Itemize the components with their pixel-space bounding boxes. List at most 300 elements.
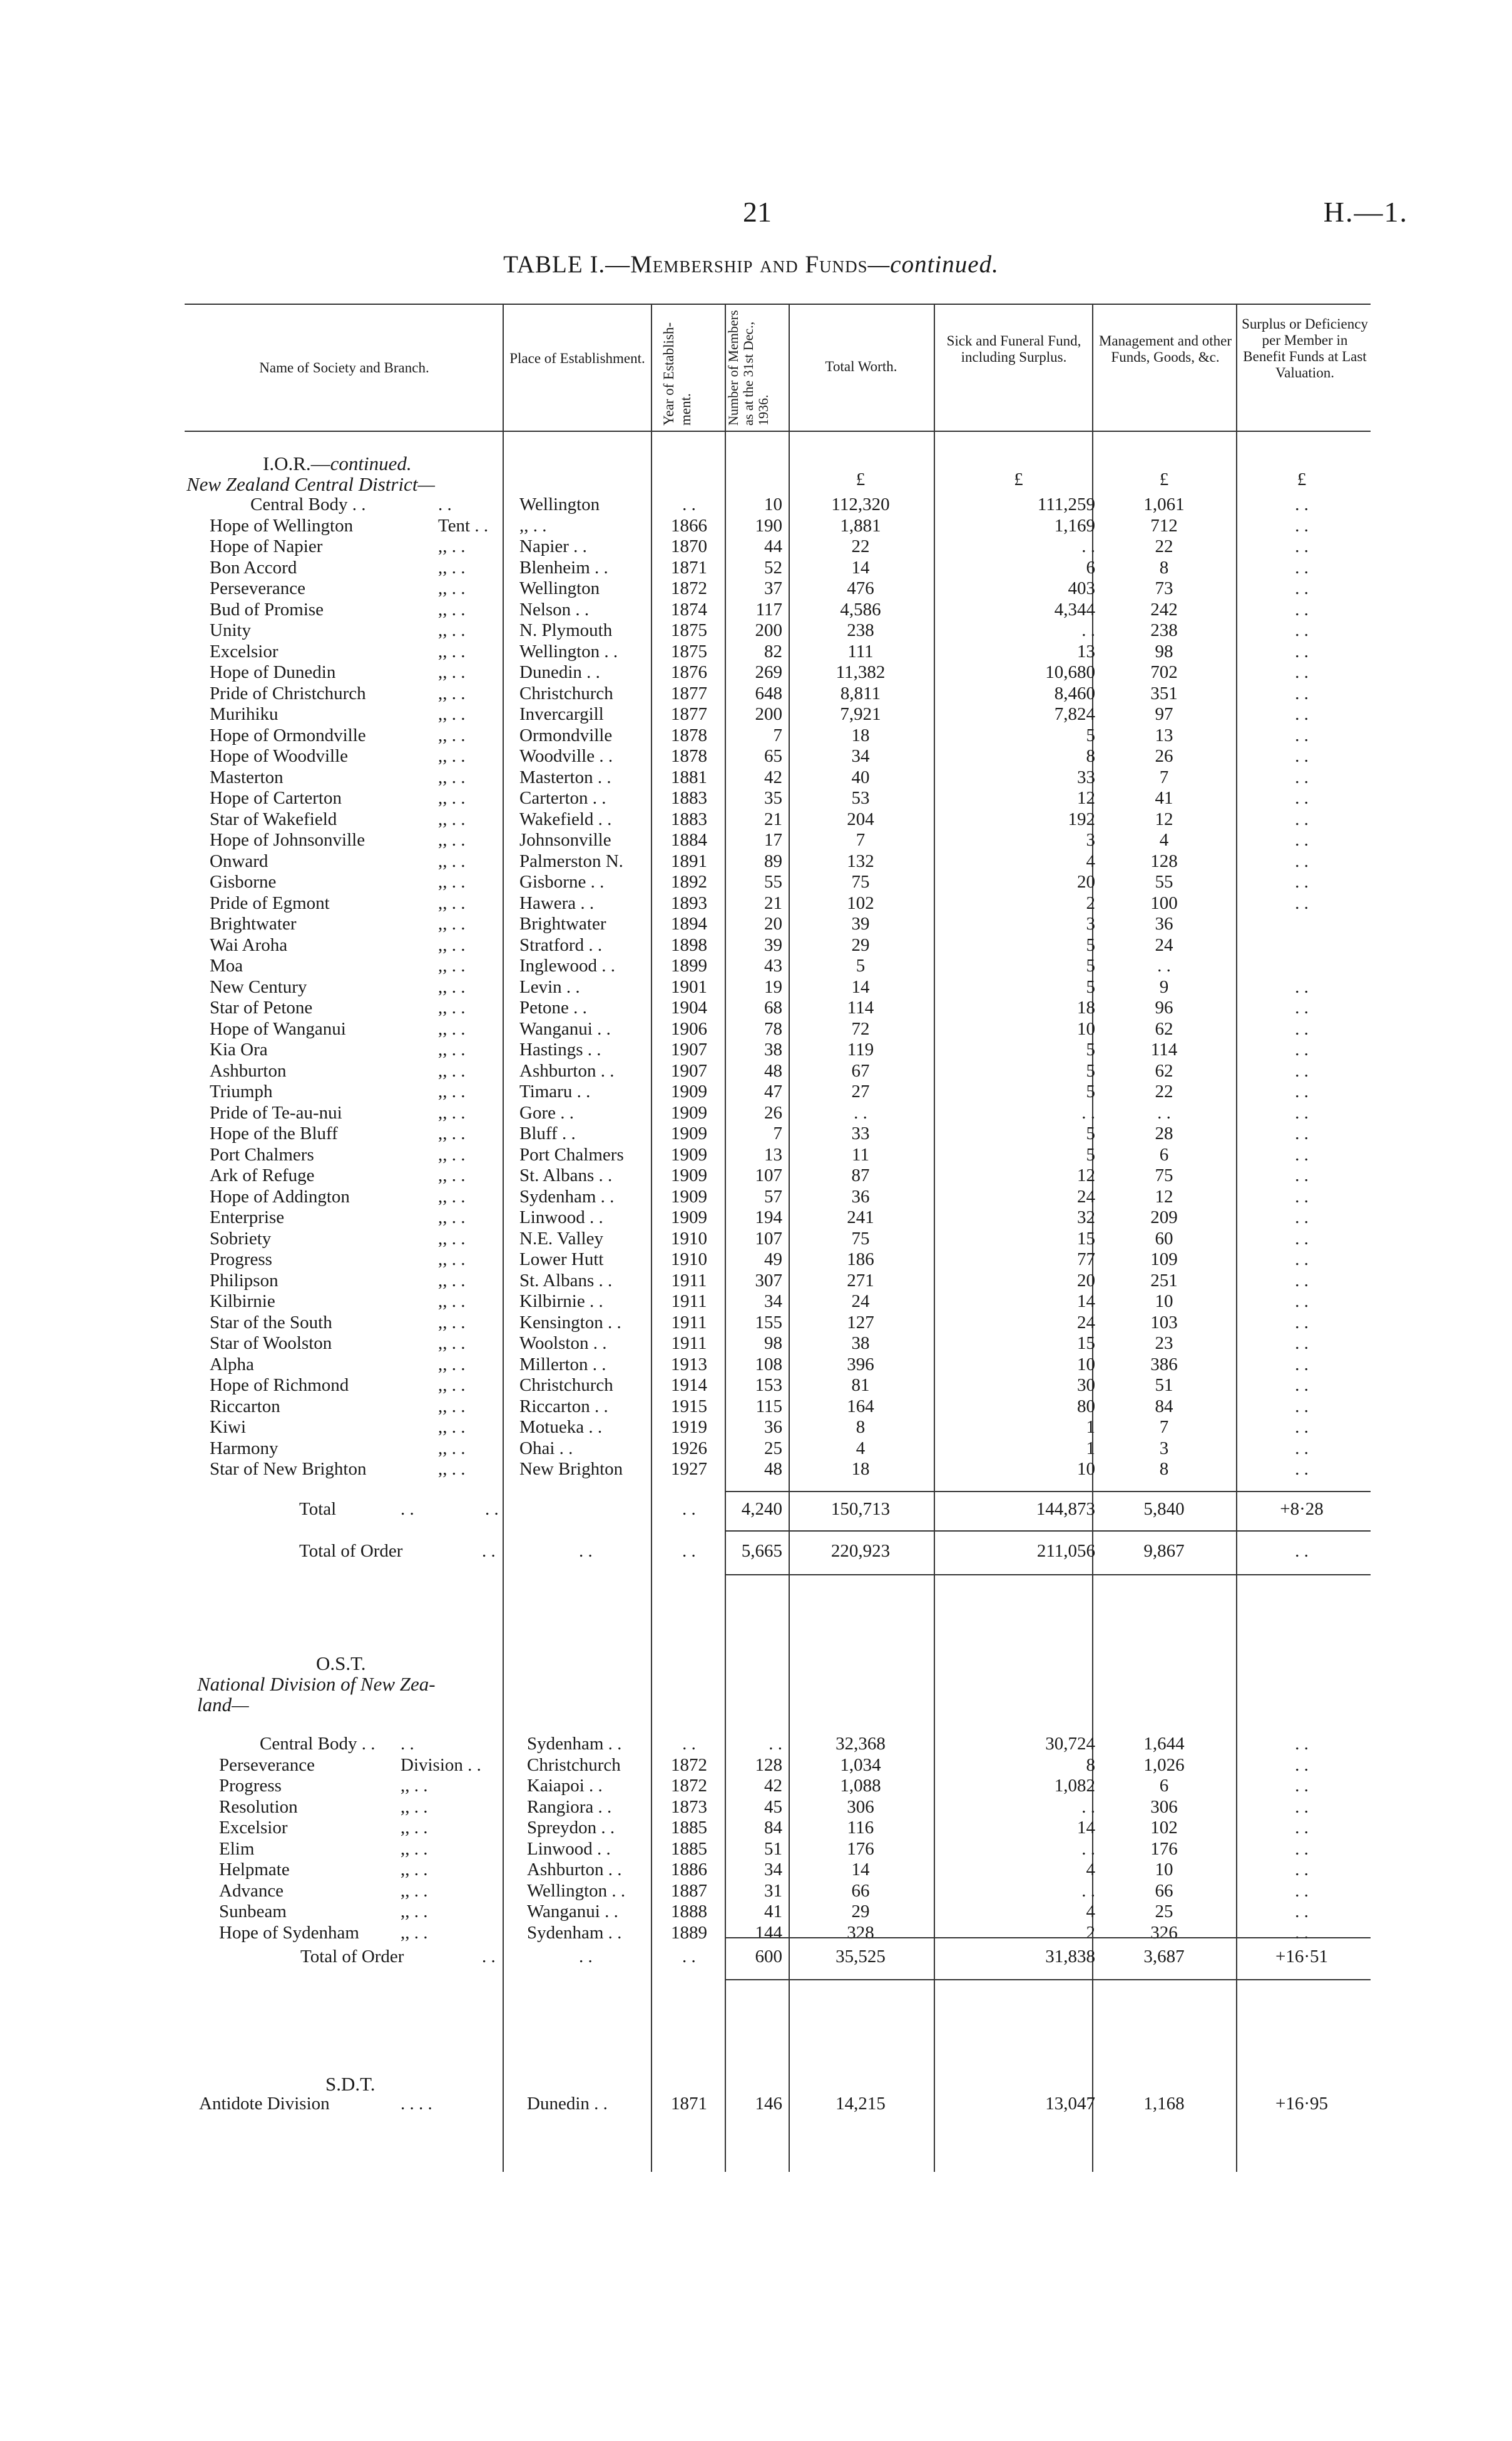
place-of-establishment: Bluff . . [519, 1123, 576, 1144]
branch-name: Kia Ora [210, 1040, 268, 1060]
management-funds: 25 [1155, 1901, 1173, 1922]
sick-funeral-fund: 5 [1086, 956, 1095, 976]
ditto-leader: ,, . . [438, 1144, 466, 1165]
place-of-establishment: ,, . . [519, 515, 547, 536]
member-count: 57 [764, 1186, 782, 1207]
total-worth: 36 [851, 1186, 870, 1207]
total-worth: 132 [847, 851, 874, 871]
sick-funeral-fund: 10,680 [1045, 662, 1095, 682]
branch-name: Pride of Te-au-nui [210, 1102, 342, 1123]
place-of-establishment: Wellington . . [519, 641, 618, 662]
sick-funeral-fund: 5 [1086, 1123, 1095, 1144]
surplus-deficiency: . . [1295, 1333, 1309, 1353]
table-row [0, 1860, 1512, 1880]
management-funds: 7 [1159, 1417, 1169, 1437]
surplus-deficiency: . . [1295, 1754, 1309, 1775]
member-count: 107 [755, 1165, 782, 1185]
sick-funeral-fund: 1 [1086, 1438, 1095, 1458]
table-row [0, 872, 1512, 893]
total-worth: 114 [847, 998, 874, 1018]
sick-funeral-fund: 5 [1086, 1040, 1095, 1060]
year-established: 1881 [671, 767, 707, 787]
year-established: 1872 [671, 578, 707, 598]
sick-funeral-fund: 192 [1068, 809, 1095, 829]
sick-funeral-fund: 5 [1086, 1144, 1095, 1165]
member-count: 155 [755, 1312, 782, 1333]
management-funds: 75 [1155, 1165, 1173, 1185]
total-worth: 34 [851, 746, 870, 766]
year-established: 1870 [671, 536, 707, 556]
sick-funeral-fund: 12 [1077, 1165, 1095, 1185]
member-count: 17 [764, 830, 782, 850]
table-row [0, 998, 1512, 1018]
total-worth: 53 [851, 788, 870, 808]
member-count: 20 [764, 914, 782, 934]
pound-sign-sick: £ [1014, 469, 1023, 489]
branch-name: Star of Woolston [210, 1333, 332, 1353]
sick-funeral-fund: 20 [1077, 872, 1095, 892]
surplus-deficiency: . . [1295, 515, 1309, 536]
total-worth: 4,586 [840, 599, 881, 620]
ditto-leader: ,, . . [438, 1354, 466, 1374]
management-funds: 386 [1150, 1354, 1178, 1374]
member-count: 38 [764, 1040, 782, 1060]
ditto-leader: ,, . . [438, 893, 466, 913]
sdt-place: Dunedin . . [527, 2094, 608, 2114]
sick-funeral-fund: 10 [1077, 1354, 1095, 1374]
total-worth: 38 [851, 1333, 870, 1353]
ditto-leader: ,, . . [438, 662, 466, 682]
branch-name: Kilbirnie [210, 1291, 275, 1311]
management-funds: 97 [1155, 704, 1173, 724]
surplus-deficiency: . . [1295, 1102, 1309, 1123]
ost-order-mgmt: 3,687 [1143, 1947, 1185, 1967]
ditto-leader: ,, . . [438, 956, 466, 976]
surplus-deficiency: . . [1295, 683, 1309, 704]
table-row [0, 767, 1512, 788]
sdt-row [0, 2094, 1512, 2114]
surplus-deficiency: . . [1295, 1082, 1309, 1102]
order-dots-3: . . [682, 1541, 696, 1561]
year-established: 1893 [671, 893, 707, 913]
surplus-deficiency: . . [1295, 1270, 1309, 1291]
surplus-deficiency: . . [1295, 1165, 1309, 1185]
ost-order-sick: 31,838 [1045, 1947, 1095, 1967]
ditto-leader: ,, . . [438, 1333, 466, 1353]
sick-funeral-fund: . . [1081, 1796, 1095, 1817]
management-funds: 23 [1155, 1333, 1173, 1353]
year-established: 1872 [671, 1776, 707, 1796]
ditto-leader: ,, . . [438, 976, 466, 997]
total-worth: 29 [851, 1901, 870, 1922]
year-established: 1911 [671, 1312, 707, 1333]
member-count: 648 [755, 683, 782, 704]
sick-funeral-fund: 111,259 [1037, 494, 1095, 514]
sdt-members: 146 [755, 2094, 782, 2114]
total-dots-3: . . [682, 1499, 696, 1519]
management-funds: 28 [1155, 1123, 1173, 1144]
year-established: 1883 [671, 788, 707, 808]
member-count: 200 [755, 704, 782, 724]
total-worth: 24 [851, 1291, 870, 1311]
total-worth: 75 [851, 1228, 870, 1249]
total-worth: . . [854, 1102, 867, 1123]
branch-name: Hope of Richmond [210, 1375, 349, 1395]
member-count: 7 [773, 1123, 782, 1144]
total-worth: 204 [847, 809, 874, 829]
ditto-leader: ,, . . [438, 578, 466, 598]
year-established: 1871 [671, 557, 707, 578]
year-established: 1919 [671, 1417, 707, 1437]
year-established: 1899 [671, 956, 707, 976]
sick-funeral-fund: 5 [1086, 725, 1095, 745]
place-of-establishment: Wanganui . . [519, 1018, 611, 1039]
sick-funeral-fund: 13 [1077, 641, 1095, 662]
management-funds: 10 [1155, 1860, 1173, 1880]
place-of-establishment: N.E. Valley [519, 1228, 603, 1249]
place-of-establishment: Ashburton . . [527, 1860, 622, 1880]
total-worth: 306 [847, 1796, 874, 1817]
management-funds: 62 [1155, 1060, 1173, 1081]
year-established: 1909 [671, 1207, 707, 1227]
ost-order-row [0, 1947, 1512, 1967]
sick-funeral-fund: 3 [1086, 830, 1095, 850]
branch-name: Perseverance [210, 578, 305, 598]
ditto-leader: ,, . . [401, 1838, 428, 1859]
place-of-establishment: Kaiapoi . . [527, 1776, 603, 1796]
branch-name: Riccarton [210, 1396, 280, 1416]
table-row [0, 516, 1512, 536]
order-mgmt: 9,867 [1143, 1541, 1185, 1561]
sick-funeral-fund: 80 [1077, 1396, 1095, 1416]
year-established: 1874 [671, 599, 707, 620]
surplus-deficiency: . . [1295, 788, 1309, 808]
management-funds: . . [1157, 1102, 1171, 1123]
sick-funeral-fund: 4 [1086, 851, 1095, 871]
place-of-establishment: Ormondville [519, 725, 613, 745]
year-established: 1872 [671, 1754, 707, 1775]
surplus-deficiency: . . [1295, 851, 1309, 871]
member-count: 194 [755, 1207, 782, 1227]
total-worth: 1,881 [840, 515, 881, 536]
member-count: 269 [755, 662, 782, 682]
member-count: 31 [764, 1880, 782, 1901]
ditto-leader: ,, . . [438, 1291, 466, 1311]
branch-name: Sunbeam [219, 1901, 287, 1922]
table-row [0, 935, 1512, 956]
pound-sign-surplus: £ [1297, 469, 1307, 489]
year-established: 1915 [671, 1396, 707, 1416]
ost-total-bottom-rule [725, 1979, 1371, 1980]
surplus-deficiency: . . [1295, 725, 1309, 745]
sick-funeral-fund: 5 [1086, 1082, 1095, 1102]
place-of-establishment: Rangiora . . [527, 1796, 612, 1817]
header-members: Number of Members as at the 31st Dec., 1936. [725, 310, 771, 426]
place-of-establishment: Linwood . . [527, 1838, 611, 1859]
ditto-leader: ,, . . [401, 1776, 428, 1796]
total-bottom-rule [725, 1530, 1371, 1532]
management-funds: 1,026 [1143, 1754, 1185, 1775]
place-of-establishment: St. Albans . . [519, 1270, 613, 1291]
year-established: 1914 [671, 1375, 707, 1395]
management-funds: 712 [1150, 515, 1178, 536]
place-of-establishment: Wellington . . [527, 1880, 626, 1901]
table-row [0, 683, 1512, 704]
total-worth: 66 [851, 1880, 870, 1901]
table-row [0, 809, 1512, 830]
surplus-deficiency: . . [1295, 1018, 1309, 1039]
management-funds: 55 [1155, 872, 1173, 892]
table-row [0, 536, 1512, 557]
ditto-leader: ,, . . [438, 725, 466, 745]
management-funds: 114 [1150, 1040, 1178, 1060]
table-row [0, 578, 1512, 599]
member-count: 43 [764, 956, 782, 976]
place-of-establishment: Petone . . [519, 998, 587, 1018]
management-funds: 6 [1159, 1776, 1169, 1796]
surplus-deficiency: . . [1295, 557, 1309, 578]
year-established: 1892 [671, 872, 707, 892]
total-worth: 116 [847, 1818, 874, 1838]
sick-funeral-fund: 14 [1077, 1818, 1095, 1838]
year-established: 1886 [671, 1860, 707, 1880]
management-funds: 7 [1159, 767, 1169, 787]
surplus-deficiency: . . [1295, 1312, 1309, 1333]
surplus-deficiency: . . [1295, 1734, 1309, 1754]
year-established: 1907 [671, 1040, 707, 1060]
branch-name: Pride of Christchurch [210, 683, 366, 704]
member-count: 47 [764, 1082, 782, 1102]
table-title [313, 250, 1189, 279]
table-row [0, 788, 1512, 809]
sick-funeral-fund: 20 [1077, 1270, 1095, 1291]
management-funds: 84 [1155, 1396, 1173, 1416]
place-of-establishment: Dunedin . . [519, 662, 600, 682]
sick-funeral-fund: 1,169 [1054, 515, 1095, 536]
management-funds: 9 [1159, 976, 1169, 997]
place-of-establishment: Riccarton . . [519, 1396, 608, 1416]
member-count: 26 [764, 1102, 782, 1123]
total-worth: 40 [851, 767, 870, 787]
management-funds: 73 [1155, 578, 1173, 598]
order-surplus: . . [1295, 1541, 1309, 1561]
member-count: 7 [773, 725, 782, 745]
sick-funeral-fund: 12 [1077, 788, 1095, 808]
management-funds: . . [1157, 956, 1171, 976]
member-count: 13 [764, 1144, 782, 1165]
member-count: 190 [755, 515, 782, 536]
branch-name: Hope of Napier [210, 536, 323, 556]
ditto-leader: ,, . . [438, 1396, 466, 1416]
member-count: 107 [755, 1228, 782, 1249]
surplus-deficiency: . . [1295, 1417, 1309, 1437]
year-established: 1927 [671, 1459, 707, 1479]
ditto-leader: . . [401, 1734, 414, 1754]
total-worth: 39 [851, 914, 870, 934]
place-of-establishment: New Brighton [519, 1459, 623, 1479]
year-established: 1898 [671, 934, 707, 955]
surplus-deficiency: . . [1295, 1459, 1309, 1479]
management-funds: 12 [1155, 1186, 1173, 1207]
year-established: 1875 [671, 620, 707, 640]
sick-funeral-fund: 4 [1086, 1860, 1095, 1880]
branch-name: Unity [210, 620, 252, 640]
member-count: 39 [764, 934, 782, 955]
ost-order-members: 600 [755, 1947, 782, 1967]
branch-name: Masterton [210, 767, 284, 787]
place-of-establishment: Sydenham . . [527, 1734, 622, 1754]
table-row [0, 851, 1512, 872]
management-funds: 22 [1155, 536, 1173, 556]
ditto-leader: ,, . . [438, 1249, 466, 1269]
total-dots-2: . . [485, 1499, 499, 1519]
surplus-deficiency: . . [1295, 872, 1309, 892]
table-row [0, 1103, 1512, 1123]
member-count: 52 [764, 557, 782, 578]
sick-funeral-fund: 7,824 [1054, 704, 1095, 724]
branch-name: Ark of Refuge [210, 1165, 315, 1185]
ditto-leader: ,, . . [401, 1796, 428, 1817]
surplus-deficiency: . . [1295, 830, 1309, 850]
table-row [0, 1755, 1512, 1776]
member-count: 115 [755, 1396, 782, 1416]
place-of-establishment: Hawera . . [519, 893, 595, 913]
year-established: 1909 [671, 1123, 707, 1144]
branch-name: Kiwi [210, 1417, 246, 1437]
table-row [0, 1271, 1512, 1291]
year-established: 1878 [671, 746, 707, 766]
sick-funeral-fund: 2 [1086, 893, 1095, 913]
place-of-establishment: Inglewood . . [519, 956, 616, 976]
branch-name: Harmony [210, 1438, 278, 1458]
member-count: 21 [764, 809, 782, 829]
ditto-leader: ,, . . [438, 1438, 466, 1458]
surplus-deficiency: . . [1295, 662, 1309, 682]
place-of-establishment: Christchurch [519, 1375, 613, 1395]
ost-division-1: National Division of New Zea- [197, 1673, 436, 1695]
place-of-establishment: Wellington [519, 494, 600, 514]
surplus-deficiency: . . [1295, 893, 1309, 913]
table-row [0, 1923, 1512, 1943]
branch-name: Central Body . . [250, 494, 366, 514]
management-funds: 102 [1150, 1818, 1178, 1838]
table-row [0, 662, 1512, 683]
header-mgmt: Management and other Funds, Goods, &c. [1098, 333, 1232, 365]
branch-name: Resolution [219, 1796, 298, 1817]
management-funds: 238 [1150, 620, 1178, 640]
branch-name: Alpha [210, 1354, 254, 1374]
management-funds: 702 [1150, 662, 1178, 682]
surplus-deficiency: . . [1295, 1228, 1309, 1249]
surplus-deficiency: . . [1295, 704, 1309, 724]
member-count: 55 [764, 872, 782, 892]
place-of-establishment: Napier . . [519, 536, 587, 556]
table-row [0, 1734, 1512, 1754]
surplus-deficiency: . . [1295, 1901, 1309, 1922]
sick-funeral-fund: 24 [1077, 1186, 1095, 1207]
ditto-leader: ,, . . [438, 1186, 466, 1207]
sdt-heading: S.D.T. [325, 2073, 375, 2095]
place-of-establishment: Hastings . . [519, 1040, 601, 1060]
sick-funeral-fund: 4,344 [1054, 599, 1095, 620]
year-established: 1911 [671, 1291, 707, 1311]
place-of-establishment: Linwood . . [519, 1207, 603, 1227]
branch-name: Hope of Wellington [210, 515, 354, 536]
total-surplus: +8·28 [1280, 1499, 1324, 1519]
total-worth: 476 [847, 578, 874, 598]
header-place: Place of Establishment. [509, 351, 645, 366]
surplus-deficiency: . . [1295, 1880, 1309, 1901]
table-row [0, 1333, 1512, 1354]
total-worth: 87 [851, 1165, 870, 1185]
header-bottom-rule [185, 431, 1371, 432]
place-of-establishment: Lower Hutt [519, 1249, 604, 1269]
total-worth: 127 [847, 1312, 874, 1333]
table-row [0, 1082, 1512, 1102]
place-of-establishment: Carterton . . [519, 788, 606, 808]
sick-funeral-fund: 5 [1086, 934, 1095, 955]
table-row [0, 1901, 1512, 1922]
branch-name: Wai Aroha [210, 934, 288, 955]
total-worth: 14 [851, 1860, 870, 1880]
member-count: 68 [764, 998, 782, 1018]
branch-name: Gisborne [210, 872, 277, 892]
header-sick: Sick and Funeral Fund, including Surplus. [946, 333, 1081, 365]
management-funds: 62 [1155, 1018, 1173, 1039]
surplus-deficiency: . . [1295, 1396, 1309, 1416]
member-count: 82 [764, 641, 782, 662]
sdt-year: 1871 [671, 2094, 707, 2114]
sick-funeral-fund: 2 [1086, 1922, 1095, 1943]
management-funds: 176 [1150, 1838, 1178, 1859]
branch-name: Elim [219, 1838, 255, 1859]
ditto-leader: ,, . . [438, 683, 466, 704]
total-worth: 22 [851, 536, 870, 556]
sick-funeral-fund: 30 [1077, 1375, 1095, 1395]
total-worth: 29 [851, 934, 870, 955]
ditto-leader: ,, . . [438, 641, 466, 662]
management-funds: 10 [1155, 1291, 1173, 1311]
table-row [0, 1123, 1512, 1144]
title-prefix: TABLE I.— [503, 251, 631, 278]
sick-funeral-fund: 5 [1086, 976, 1095, 997]
branch-name: Helpmate [219, 1860, 290, 1880]
total-worth: 67 [851, 1060, 870, 1081]
place-of-establishment: Wakefield . . [519, 809, 612, 829]
management-funds: 24 [1155, 934, 1173, 955]
total-members: 4,240 [741, 1499, 782, 1519]
ditto-leader: ,, . . [438, 704, 466, 724]
surplus-deficiency: . . [1295, 1291, 1309, 1311]
total-worth: 8 [856, 1417, 866, 1437]
table-row [0, 1881, 1512, 1901]
ditto-leader: ,, . . [401, 1901, 428, 1922]
total-worth: 18 [851, 725, 870, 745]
ost-order-dots-3: . . [682, 1947, 696, 1967]
ost-order-label: Total of Order [300, 1947, 404, 1967]
year-established: 1911 [671, 1333, 707, 1353]
ditto-leader: ,, . . [438, 914, 466, 934]
member-count: 89 [764, 851, 782, 871]
table-row [0, 1797, 1512, 1818]
place-of-establishment: Port Chalmers [519, 1144, 624, 1165]
year-established: 1907 [671, 1060, 707, 1081]
branch-name: Hope of Addington [210, 1186, 350, 1207]
table-row [0, 1459, 1512, 1480]
surplus-deficiency: . . [1295, 1796, 1309, 1817]
sick-funeral-fund: . . [1081, 536, 1095, 556]
member-count: 42 [764, 767, 782, 787]
